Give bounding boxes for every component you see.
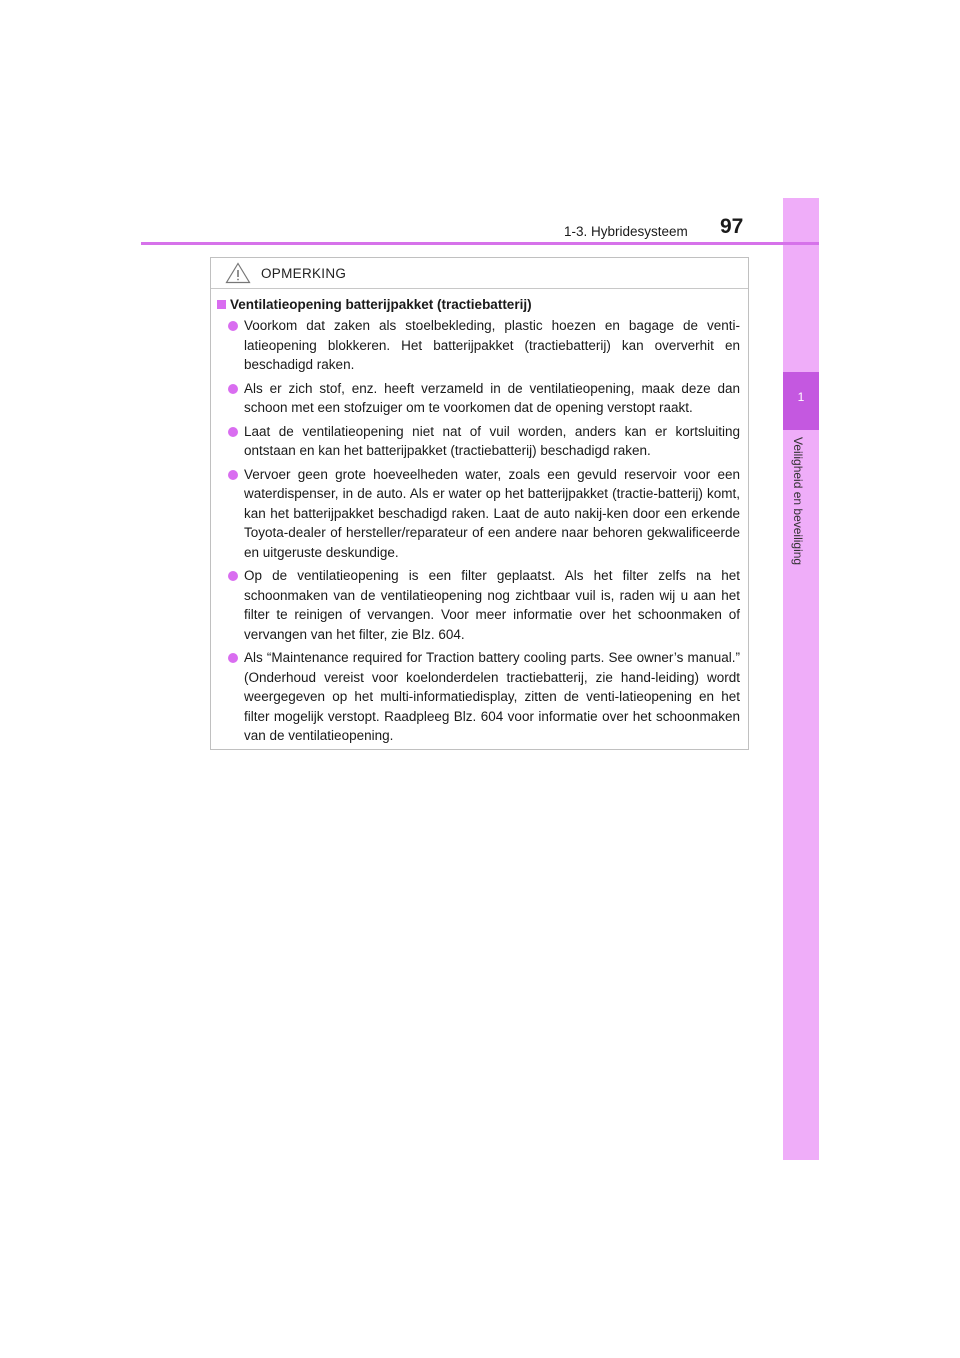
bullet-dot-icon (228, 321, 238, 331)
chapter-number: 1 (797, 390, 805, 404)
list-item (217, 422, 740, 461)
list-item (217, 465, 740, 563)
note-topic-text: Ventilatieopening batterijpakket (tractiebatterij) (230, 297, 532, 312)
chapter-title: Veiligheid en beveiliging (791, 437, 805, 566)
bullet-dot-icon (228, 384, 238, 394)
header-rule (141, 242, 819, 245)
list-item-text: Op de ventilatieopening is een filter geplaatst. Als het filter zelfs na het schoonmaken van de ventilatieopening nog zichtbaar vuil is, raden wij u aan het filter te reinigen of vervangen. Voor meer informatie over het schoonmaken of vervangen van het filter, zie Blz. 604. (244, 568, 740, 642)
list-item (217, 648, 740, 746)
list-item-text: Als er zich stof, enz. heeft verzameld in de ventilatieopening, maak deze dan schoon met een stofzuiger om te voorkomen dat de opening verstopt raakt. (244, 380, 740, 415)
bullet-dot-icon (228, 653, 238, 663)
list-item (217, 316, 740, 375)
list-item-text: Voorkom dat zaken als stoelbekleding, plastic hoezen en bagage de venti-latieopening blokkeren. Het batterijpakket (tractiebatterij) kan oververhit en beschadigd raken. (244, 318, 740, 372)
section-title: 1-3. Hybridesysteem (564, 224, 688, 239)
list-item-text: Vervoer geen grote hoeveelheden water, zoals een gevuld reservoir voor een waterdispenser, in de auto. Als er water op het batterijpakket (tractie-batterij) komt, kan het batterijpakket beschadigd raken. Laat de auto nakij-ken door een erkende Toyota-dealer of hersteller/reparateur of een andere naar behoren gekwalificeerde en uitgeruste deskundige. (244, 466, 740, 560)
warning-triangle-icon (225, 262, 251, 284)
list-item (217, 566, 740, 644)
bullet-dot-icon (228, 427, 238, 437)
note-body (211, 289, 748, 746)
list-item-text: Als “Maintenance required for Traction battery cooling parts. See owner’s manual.” (Onderhoud vereist voor koelonderdelen tractiebatterij, zie hand-leiding) wordt weergegeven op het multi-informatiedisplay, zitten de venti-latieopening en het filter mogelijk verstopt. Raadpleeg Blz. 604 voor informatie over het schoonmaken van de ventilatieopening. (244, 650, 740, 743)
note-header (211, 258, 748, 289)
square-bullet-icon (217, 300, 226, 309)
note-label: OPMERKING (261, 265, 347, 281)
note-topic (217, 297, 740, 312)
note-box (210, 257, 749, 750)
chapter-side-tab (783, 198, 819, 1160)
list-item (217, 379, 740, 418)
list-item-text: Laat de ventilatieopening niet nat of vuil worden, anders kan er kortsluiting ontstaan en kan het batterijpakket (tractiebatterij) beschadigd raken. (244, 423, 740, 458)
bullet-dot-icon (228, 470, 238, 480)
page-number: 97 (720, 215, 744, 238)
bullet-dot-icon (228, 571, 238, 581)
